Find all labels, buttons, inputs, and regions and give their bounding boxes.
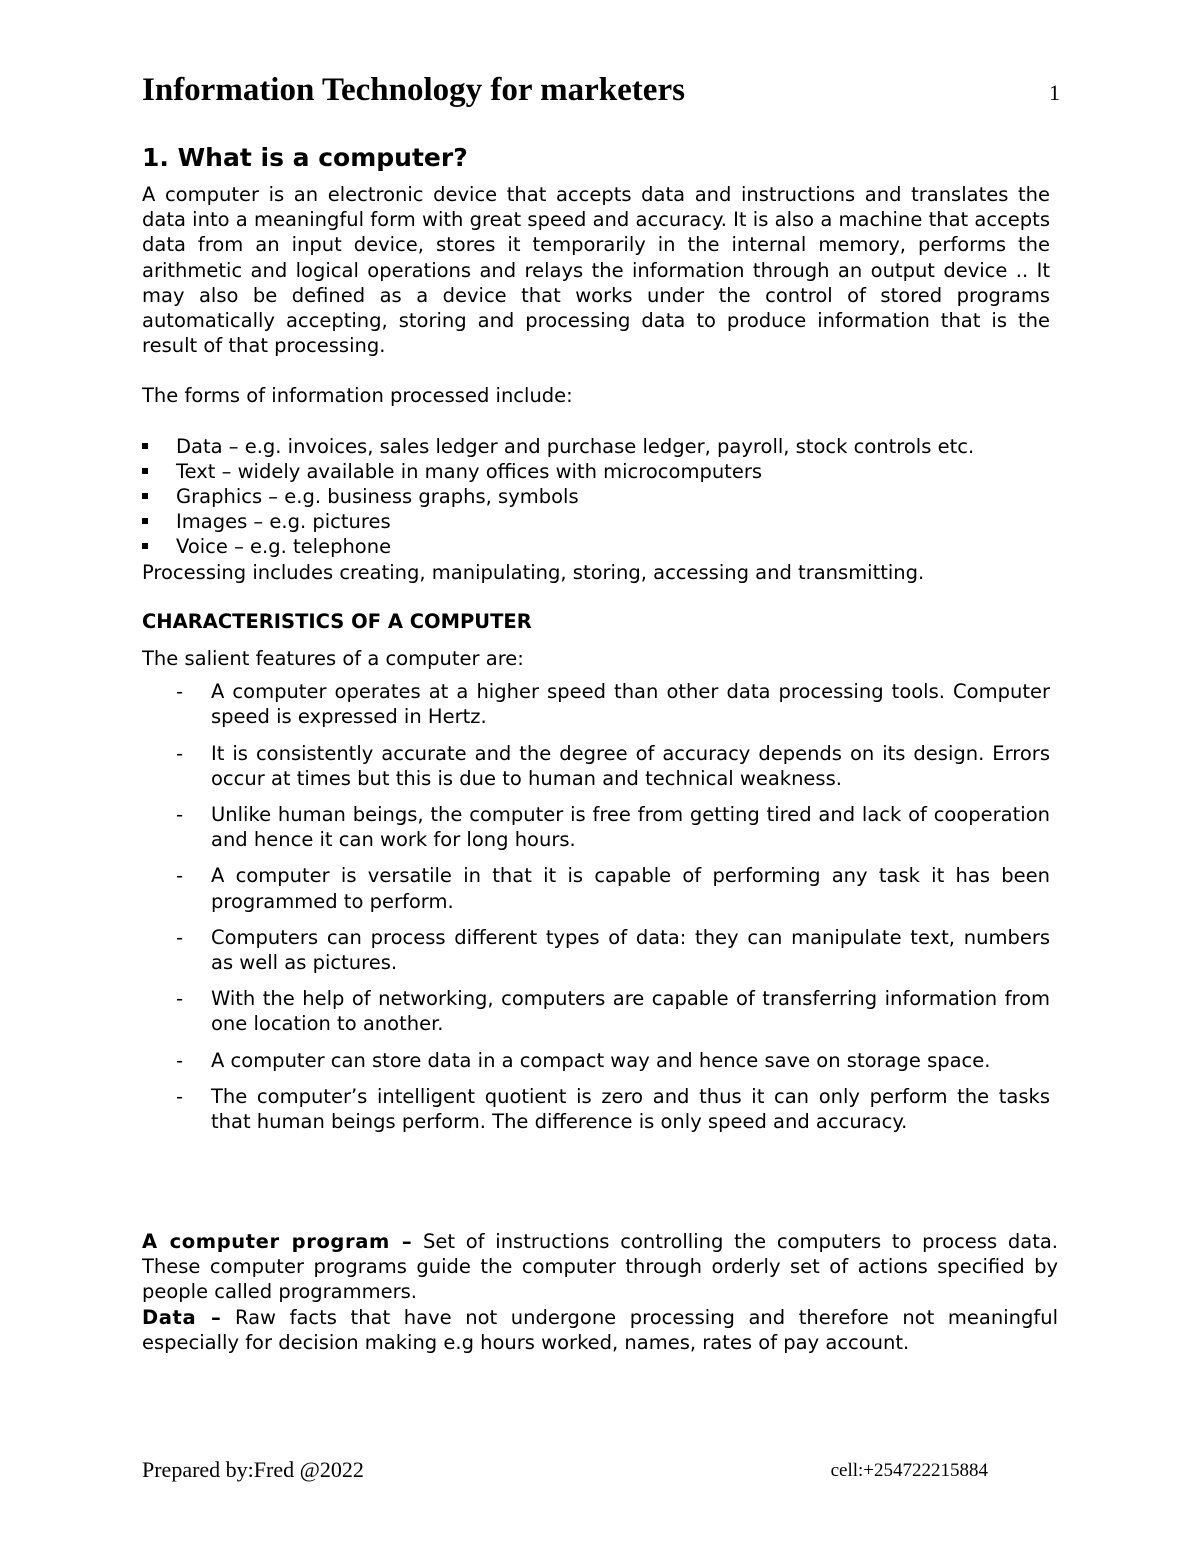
definition-data bbox=[142, 1305, 1058, 1355]
list-item-text: Graphics – e.g. business graphs, symbols bbox=[176, 485, 579, 509]
list-item bbox=[142, 925, 1050, 975]
square-bullet-icon bbox=[142, 443, 148, 449]
definition-term: Data – bbox=[142, 1305, 222, 1329]
list-item bbox=[142, 679, 1050, 729]
list-item-text: The computer’s intelligent quotient is zero and thus it can only perform the tasks that human beings perform. The difference is only speed and accuracy. bbox=[211, 1084, 1050, 1134]
definition-text: Set of instructions controlling the computers to process data. These computer programs guide the computer through orderly set of actions specified by people called programmers. bbox=[142, 1230, 1058, 1304]
forms-intro: The forms of information processed include: bbox=[142, 384, 573, 408]
definition-computer-program bbox=[142, 1229, 1058, 1305]
list-item-text: A computer is versatile in that it is capable of performing any task it has been programmed to perform. bbox=[211, 864, 1050, 913]
list-item-text: Unlike human beings, the computer is free from getting tired and lack of cooperation and hence it can work for long hours. bbox=[211, 803, 1050, 852]
intro-paragraph: A computer is an electronic device that accepts data and instructions and translates the data into a meaningful form with great speed and accuracy. It is also a machine that accepts data from an input device, stores it temporarily in the internal memory, performs the arithmetic and logical operations and relays the information through an output device .. It may also be defined as a device that works under the control of stored programs automatically accepting, storing and processing data to produce information that is the result of that processing. bbox=[142, 183, 1050, 358]
document-title: Information Technology for marketers bbox=[142, 72, 685, 108]
spacer bbox=[142, 409, 1050, 434]
list-item-text: Text – widely available in many offices with microcomputers bbox=[176, 459, 762, 483]
definition-text: Raw facts that have not undergone processing and therefore not meaningful especially for decision making e.g hours worked, names, rates of pay account. bbox=[142, 1305, 1058, 1354]
characteristics-heading: CHARACTERISTICS OF A COMPUTER bbox=[142, 609, 532, 633]
list-item-text: It is consistently accurate and the degree of accuracy depends on its design. Errors occur at times but this is due to human and technical weakness. bbox=[211, 741, 1050, 790]
square-bullet-icon bbox=[142, 543, 148, 549]
list-item-text: Computers can process different types of data: they can manipulate text, numbers as well as pictures. bbox=[211, 925, 1050, 975]
list-item-text: Data – e.g. invoices, sales ledger and purchase ledger, payroll, stock controls etc. bbox=[176, 434, 975, 458]
section-heading: 1. What is a computer? bbox=[142, 143, 468, 172]
list-item-text: Images – e.g. pictures bbox=[176, 510, 391, 534]
list-item bbox=[142, 459, 1050, 484]
list-item bbox=[142, 1084, 1050, 1134]
dash-bullet: - bbox=[176, 864, 184, 888]
page-footer bbox=[142, 1457, 988, 1483]
list-item bbox=[142, 802, 1050, 852]
cell-number: cell:+254722215884 bbox=[830, 1460, 988, 1481]
list-item bbox=[142, 484, 1050, 509]
processing-paragraph: Processing includes creating, manipulating, storing, accessing and transmitting. bbox=[142, 560, 925, 584]
spacer bbox=[142, 358, 1050, 383]
list-item bbox=[142, 986, 1050, 1036]
characteristics-list bbox=[142, 679, 1050, 1134]
square-bullet-icon bbox=[142, 518, 148, 524]
square-bullet-icon bbox=[142, 493, 148, 499]
page-number: 1 bbox=[1049, 80, 1060, 105]
list-item-text: Voice – e.g. telephone bbox=[176, 535, 392, 559]
list-item bbox=[142, 1048, 1050, 1073]
list-item bbox=[142, 534, 1050, 559]
dash-bullet: - bbox=[176, 680, 184, 704]
list-item bbox=[142, 741, 1050, 791]
definitions bbox=[142, 1229, 1058, 1355]
dash-bullet: - bbox=[176, 741, 184, 765]
square-bullet-icon bbox=[142, 468, 148, 474]
page-header bbox=[142, 72, 1060, 109]
dash-bullet: - bbox=[176, 1084, 184, 1108]
definition-term: A computer program – bbox=[142, 1230, 413, 1253]
list-item-text: A computer can store data in a compact way and hence save on storage space. bbox=[211, 1048, 991, 1072]
list-item bbox=[142, 863, 1050, 913]
list-item bbox=[142, 434, 1050, 459]
dash-bullet: - bbox=[176, 1048, 184, 1072]
characteristics-intro: The salient features of a computer are: bbox=[142, 647, 524, 671]
forms-list bbox=[142, 434, 1050, 560]
list-item bbox=[142, 509, 1050, 534]
prepared-by: Prepared by:Fred @2022 bbox=[142, 1457, 364, 1482]
main-content bbox=[142, 142, 1050, 1145]
list-item-text: With the help of networking, computers are capable of transferring information from one location to another. bbox=[211, 987, 1050, 1036]
dash-bullet: - bbox=[176, 925, 184, 949]
list-item-text: A computer operates at a higher speed than other data processing tools. Computer speed is expressed in Hertz. bbox=[211, 680, 1050, 729]
dash-bullet: - bbox=[176, 803, 184, 827]
dash-bullet: - bbox=[176, 987, 184, 1011]
